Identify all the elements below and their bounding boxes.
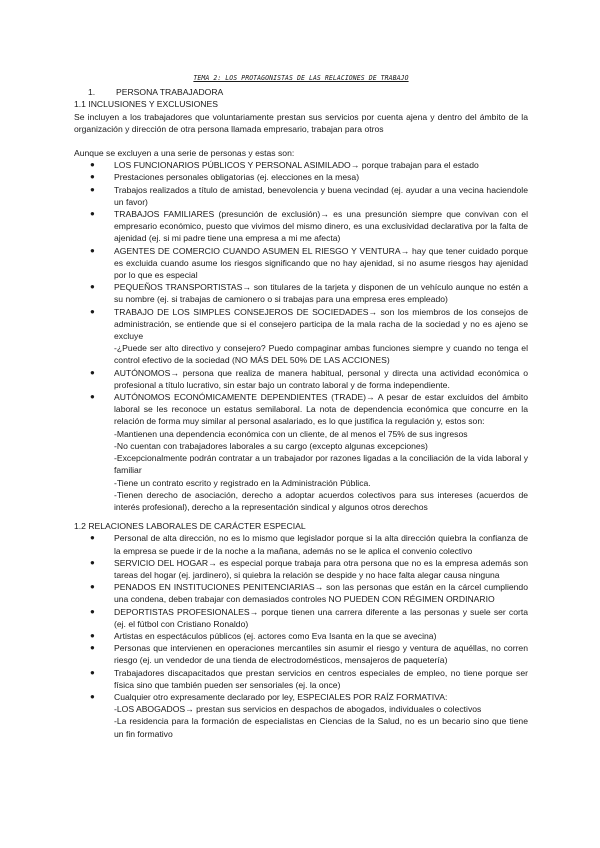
bullet-icon: ● [90, 667, 95, 677]
list-item-text: AUTÓNOMOS→ persona que realiza de manera habitual, personal y directa una actividad económica o profesional a título lucrativo, sin estar bajo un contrato laboral y de forma independiente. [114, 367, 528, 390]
exclusion-list [74, 159, 528, 513]
list-item-text: Personas que intervienen en operaciones mercantiles sin asumir el riesgo y ventura de aquéllas, no corren riesgo (ej. un vendedor de una tienda de electrodomésticos, mensajeros de paquetería) [114, 643, 528, 666]
list-item [90, 581, 528, 605]
list-item-text: TRABAJO DE LOS SIMPLES CONSEJEROS DE SOCIEDADES→ son los miembros de los consejos de administración, se entiende que si el consejero participa de la mala racha de la sociedad y no es ajeno se excluye [114, 306, 528, 342]
bullet-icon: ● [90, 392, 95, 402]
section-number: 1. [88, 87, 96, 98]
list-item [90, 306, 528, 367]
bullet-icon: ● [90, 630, 95, 640]
list-item-subpoint: -No cuentan con trabajadores laborales a su cargo (excepto algunas excepciones) [114, 440, 428, 451]
list-item-subpoint: -Tienen derecho de asociación, derecho a adoptar acuerdos colectivos para sus intereses (acuerdos de interés profesional), derecho a la representación sindical y algunos otros derechos [114, 489, 528, 512]
list-item [90, 532, 528, 556]
list-item-subpoint: -Tiene un contrato escrito y registrado en la Administración Pública. [114, 477, 371, 488]
bullet-icon: ● [90, 606, 95, 616]
list-item [90, 557, 528, 581]
bullet-icon: ● [90, 172, 95, 182]
list-item [90, 184, 528, 208]
list-item [90, 208, 528, 245]
list-item-text: PENADOS EN INSTITUCIONES PENITENCIARIAS→ son las personas que están en la cárcel cumpliendo una condena, deben trabajar con demasiados controles NO PUEDEN CON RÉGIMEN ORDINARIO [114, 582, 528, 605]
list-item-subpoint: -Excepcionalmente podrán contratar a un trabajador por razones ligadas a la conciliación de la vida laboral y familiar [114, 453, 528, 476]
list-item-text: Prestaciones personales obligatorias (ej. elecciones en la mesa) [114, 172, 360, 183]
bullet-icon: ● [90, 367, 95, 377]
bullet-icon: ● [90, 582, 95, 592]
list-item-text: Trabajos realizados a título de amistad, benevolencia y buena vecindad (ej. ayudar a una vecina haciendole un favor) [114, 184, 528, 207]
bullet-icon: ● [90, 306, 95, 316]
bullet-icon: ● [90, 691, 95, 701]
list-item-subpoint: -¿Puede ser alto directivo y consejero? Puedo compaginar ambas funciones siempre y cuando no tenga el control efectivo de la sociedad (NO MÁS DEL 50% DE LAS ACCIONES) [114, 343, 528, 366]
list-item-subpoint: -La residencia para la formación de especialistas en Ciencias de la Salud, no es un becario sino que tiene un fin formativo [114, 716, 528, 739]
list-item-text: Trabajadores discapacitados que prestan servicios en centros especiales de empleo, no tiene porque ser física sino que también pueden ser sensoriales (ej. la once) [114, 667, 528, 690]
list-item-text: Cualquier otro expresamente declarado por ley, ESPECIALES POR RAÍZ FORMATIVA: [114, 691, 448, 702]
bullet-icon: ● [90, 184, 95, 194]
exclusion-intro: Aunque se excluyen a una serie de personas y estas son: [74, 148, 295, 159]
section-label: PERSONA TRABAJADORA [116, 87, 224, 98]
bullet-icon: ● [90, 209, 95, 219]
list-item [90, 391, 528, 513]
list-item-subpoint: -LOS ABOGADOS→ prestan sus servicios en despachos de abogados, individuales o colectivos [114, 704, 482, 715]
page-title: TEMA 2: LOS PROTAGONISTAS DE LAS RELACIONES DE TRABAJO [193, 73, 409, 82]
list-item-text: LOS FUNCIONARIOS PÚBLICOS Y PERSONAL ASIMILADO→ porque trabajan para el estado [114, 160, 479, 171]
list-item [90, 606, 528, 630]
list-item [90, 367, 528, 391]
list-item [90, 281, 528, 305]
list-item-text: TRABAJOS FAMILIARES (presunción de exclusión)→ es una presunción siempre que convivan con el empresario económico, puesto que vivimos del mismo dinero, es una exclusividad declarativa por la falta de ajenidad (ej. si mi padre tiene una empresa a mi me afecta) [114, 209, 528, 244]
list-item-text: DEPORTISTAS PROFESIONALES→ porque tienen una carrera diferente a las personas y suele ser corta (ej. el fútbol con Cristiano Ronaldo) [114, 606, 528, 629]
bullet-icon: ● [90, 245, 95, 255]
bullet-icon: ● [90, 557, 95, 567]
list-item-text: AGENTES DE COMERCIO CUANDO ASUMEN EL RIESGO Y VENTURA→ hay que tener cuidado porque es excluida cuando asume los riesgos significando que no hay ajenidad, si no asume riesgos hay ajenidad por lo que es especial [114, 245, 528, 281]
list-item [90, 667, 528, 691]
special-relations-list [74, 532, 528, 739]
intro-paragraph: Se incluyen a los trabajadores que voluntariamente prestan sus servicios por cuenta ajena y dentro del ámbito de la organización y dirección de otra persona llamada empresario, trabajan para otros [74, 111, 528, 134]
list-item-text: Personal de alta dirección, no es lo mismo que legislador porque si la alta dirección quiebra la confianza de la empresa se puede ir de la noche a la mañana, además no se le aplica el convenio colectivo [114, 533, 528, 556]
list-item-text: AUTÓNOMOS ECONÓMICAMENTE DEPENDIENTES (TRADE)→ A pesar de estar excluidos del ámbito laboral se les reconoce un estatus semilaboral. La nota de dependencia económica que concurre en la relación de forma muy similar al personal asalariado, es lo que justifica la regulación y, estos son: [114, 392, 528, 427]
subsection-heading-1-2: 1.2 RELACIONES LABORALES DE CARÁCTER ESPECIAL [74, 521, 306, 532]
list-item [90, 245, 528, 282]
list-item [90, 642, 528, 666]
list-item [90, 691, 528, 740]
list-item [90, 630, 528, 642]
list-item-text: PEQUEÑOS TRANSPORTISTAS→ son titulares de la tarjeta y disponen de un vehículo aunque no estén a su nombre (ej. si trabajas de camionero o si trabajas para una empresa eres empleado) [114, 282, 528, 305]
list-item-text: Artistas en espectáculos públicos (ej. actores como Eva Isanta en la que se avecina) [114, 630, 437, 641]
list-item [90, 159, 528, 171]
list-item-subpoint: -Mantienen una dependencia económica con un cliente, de al menos el 75% de sus ingresos [114, 428, 468, 439]
list-item [90, 171, 528, 183]
bullet-icon: ● [90, 533, 95, 543]
list-item-text: SERVICIO DEL HOGAR→ es especial porque trabaja para otra persona que no es la empresa además son tareas del hogar (ej. jardinero), si quiebra la relación se despide y no hace falta alegar causa ninguna [114, 557, 528, 580]
subsection-heading-1-1: 1.1 INCLUSIONES Y EXCLUSIONES [74, 99, 218, 110]
bullet-icon: ● [90, 160, 95, 170]
section-heading [74, 86, 528, 98]
bullet-icon: ● [90, 282, 95, 292]
bullet-icon: ● [90, 643, 95, 653]
